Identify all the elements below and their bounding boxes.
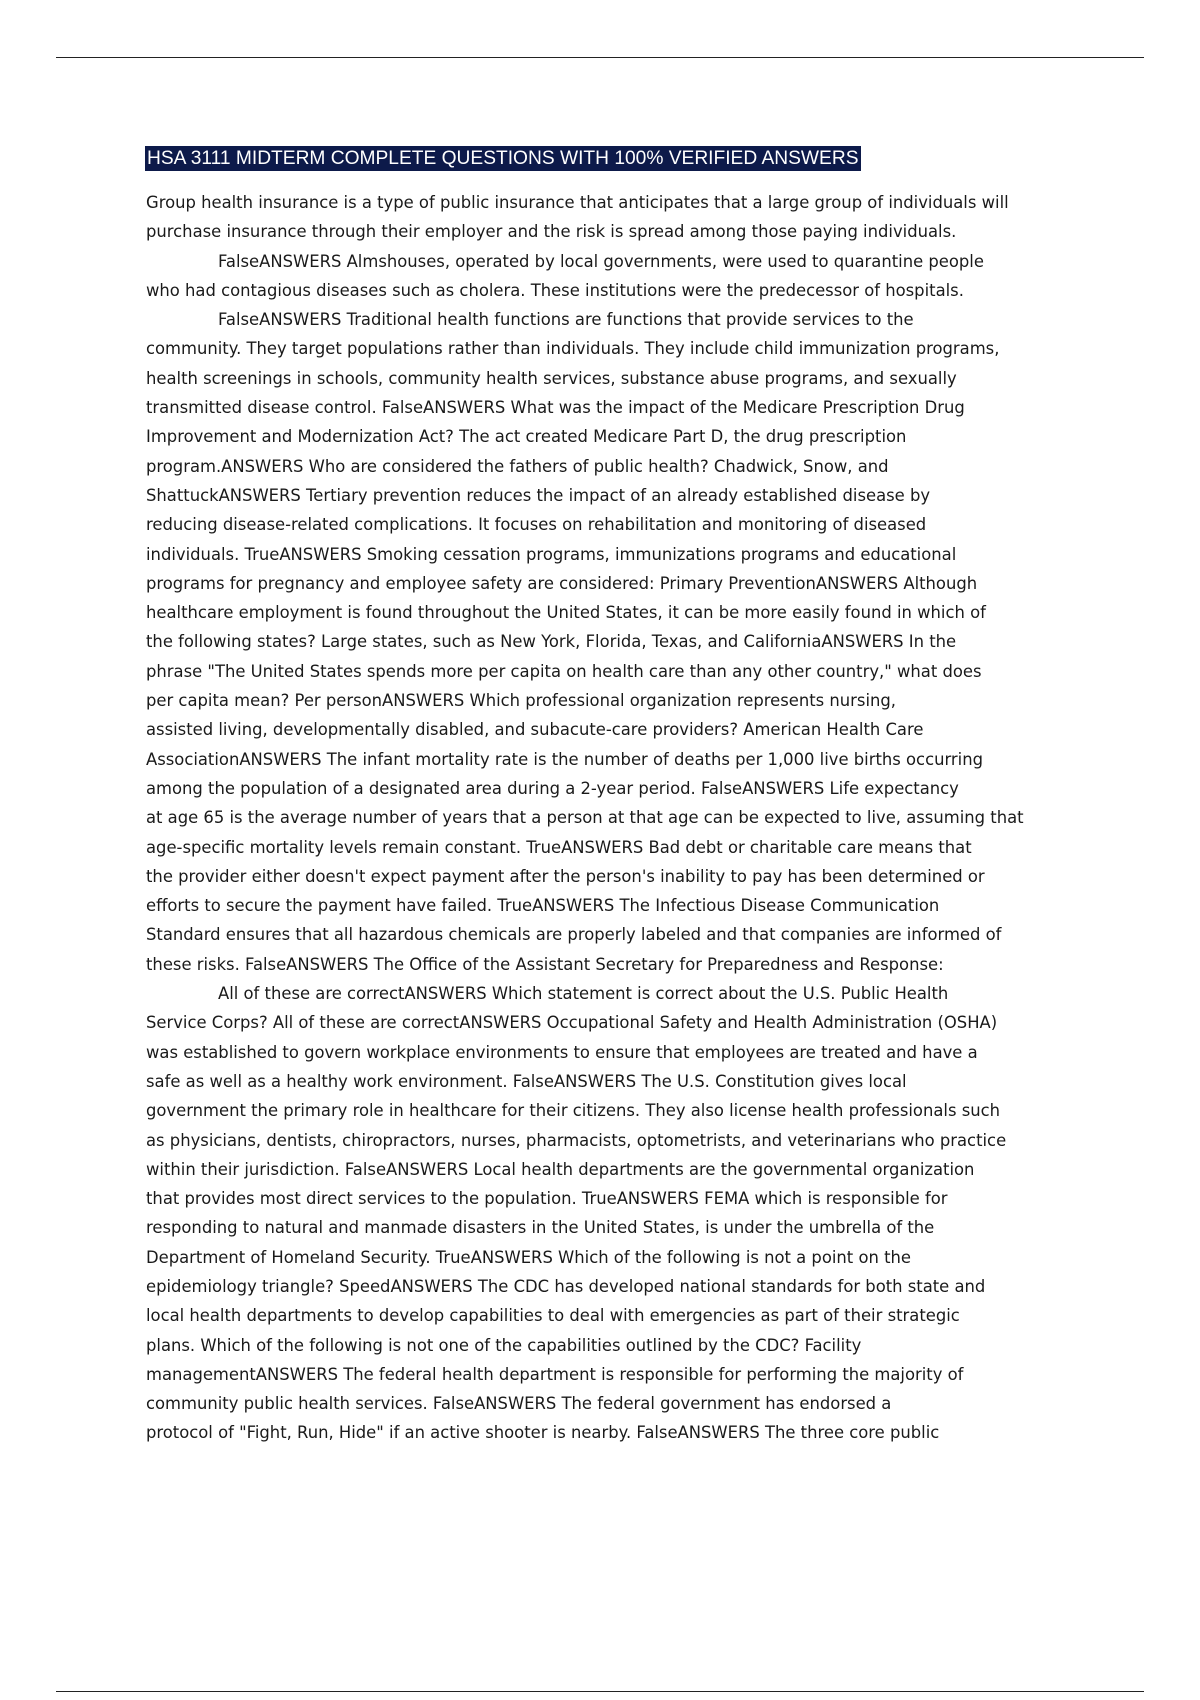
body-line: per capita mean? Per personANSWERS Which professional organization represents nursing,	[146, 691, 897, 711]
body-line: individuals. TrueANSWERS Smoking cessation programs, immunizations programs and educational	[146, 544, 957, 564]
header-rule	[56, 57, 1144, 58]
body-line: reducing disease-related complications. It focuses on rehabilitation and monitoring of diseased	[146, 515, 927, 535]
body-line: government the primary role in healthcare for their citizens. They also license health professionals such	[146, 1101, 1001, 1121]
body-line: local health departments to develop capabilities to deal with emergencies as part of their strategic	[146, 1306, 960, 1326]
footer-rule	[56, 1691, 1144, 1692]
document-title: HSA 3111 MIDTERM COMPLETE QUESTIONS WITH 100% VERIFIED ANSWERS	[147, 148, 859, 169]
body-line: managementANSWERS The federal health department is responsible for performing the majority of	[146, 1364, 964, 1384]
body-line: FalseANSWERS Traditional health functions are functions that provide services to the	[218, 310, 914, 330]
body-line: that provides most direct services to the population. TrueANSWERS FEMA which is responsible for	[146, 1189, 948, 1209]
body-line: these risks. FalseANSWERS The Office of the Assistant Secretary for Preparedness and Response:	[146, 954, 944, 974]
body-line: phrase "The United States spends more per capita on health care than any other country," what does	[146, 661, 982, 681]
body-line: the following states? Large states, such as New York, Florida, Texas, and CaliforniaANSWERS In the	[146, 632, 957, 652]
body-line: health screenings in schools, community health services, substance abuse programs, and sexually	[146, 368, 957, 388]
body-line: Group health insurance is a type of public insurance that anticipates that a large group of individuals will	[146, 193, 1009, 212]
body-line: at age 65 is the average number of years that a person at that age can be expected to live, assuming that	[146, 808, 1024, 828]
body-line: FalseANSWERS Almshouses, operated by local governments, were used to quarantine people	[218, 251, 984, 271]
body-line: program.ANSWERS Who are considered the fathers of public health? Chadwick, Snow, and	[146, 456, 889, 476]
body-line: among the population of a designated area during a 2-year period. FalseANSWERS Life expectancy	[146, 778, 959, 798]
body-line: Service Corps? All of these are correctANSWERS Occupational Safety and Health Administration (OSHA)	[146, 1013, 998, 1033]
body-line: Improvement and Modernization Act? The act created Medicare Part D, the drug prescription	[146, 427, 907, 447]
body-line: community public health services. FalseANSWERS The federal government has endorsed a	[146, 1394, 892, 1414]
body-line: age-specific mortality levels remain constant. TrueANSWERS Bad debt or charitable care means that	[146, 837, 972, 857]
body-line: All of these are correctANSWERS Which statement is correct about the U.S. Public Health	[218, 984, 949, 1004]
body-line: programs for pregnancy and employee safety are considered: Primary PreventionANSWERS Although	[146, 573, 978, 593]
body-line: assisted living, developmentally disabled, and subacute-care providers? American Health Care	[146, 720, 924, 740]
body-line: the provider either doesn't expect payment after the person's inability to pay has been determined or	[146, 866, 985, 886]
body-line: Standard ensures that all hazardous chemicals are properly labeled and that companies are informed of	[146, 925, 1002, 945]
body-line: transmitted disease control. FalseANSWERS What was the impact of the Medicare Prescription Drug	[146, 398, 965, 418]
body-line: efforts to secure the payment have failed. TrueANSWERS The Infectious Disease Communication	[146, 896, 940, 916]
body-line: protocol of "Fight, Run, Hide" if an active shooter is nearby. FalseANSWERS The three core public	[146, 1423, 940, 1443]
body-line: safe as well as a healthy work environment. FalseANSWERS The U.S. Constitution gives local	[146, 1071, 907, 1091]
body-line: Department of Homeland Security. TrueANSWERS Which of the following is not a point on the	[146, 1247, 911, 1267]
body-line: epidemiology triangle? SpeedANSWERS The CDC has developed national standards for both state and	[146, 1276, 986, 1296]
document-body	[146, 188, 1090, 1448]
body-line: ShattuckANSWERS Tertiary prevention reduces the impact of an already established disease by	[146, 485, 931, 505]
body-line: responding to natural and manmade disasters in the United States, is under the umbrella of the	[146, 1218, 935, 1238]
body-line: plans. Which of the following is not one of the capabilities outlined by the CDC? Facility	[146, 1335, 862, 1355]
body-line: community. They target populations rather than individuals. They include child immunization programs,	[146, 339, 1000, 359]
body-line: as physicians, dentists, chiropractors, nurses, pharmacists, optometrists, and veterinarians who practice	[146, 1130, 1007, 1150]
body-line: purchase insurance through their employer and the risk is spread among those paying individuals.	[146, 222, 957, 242]
body-line: within their jurisdiction. FalseANSWERS Local health departments are the governmental organization	[146, 1159, 975, 1179]
body-line: AssociationANSWERS The infant mortality rate is the number of deaths per 1,000 live births occurring	[146, 749, 984, 769]
body-line: healthcare employment is found throughout the United States, it can be more easily found in which of	[146, 603, 986, 623]
body-line: who had contagious diseases such as cholera. These institutions were the predecessor of hospitals.	[146, 280, 964, 300]
body-line: was established to govern workplace environments to ensure that employees are treated and have a	[146, 1042, 978, 1062]
